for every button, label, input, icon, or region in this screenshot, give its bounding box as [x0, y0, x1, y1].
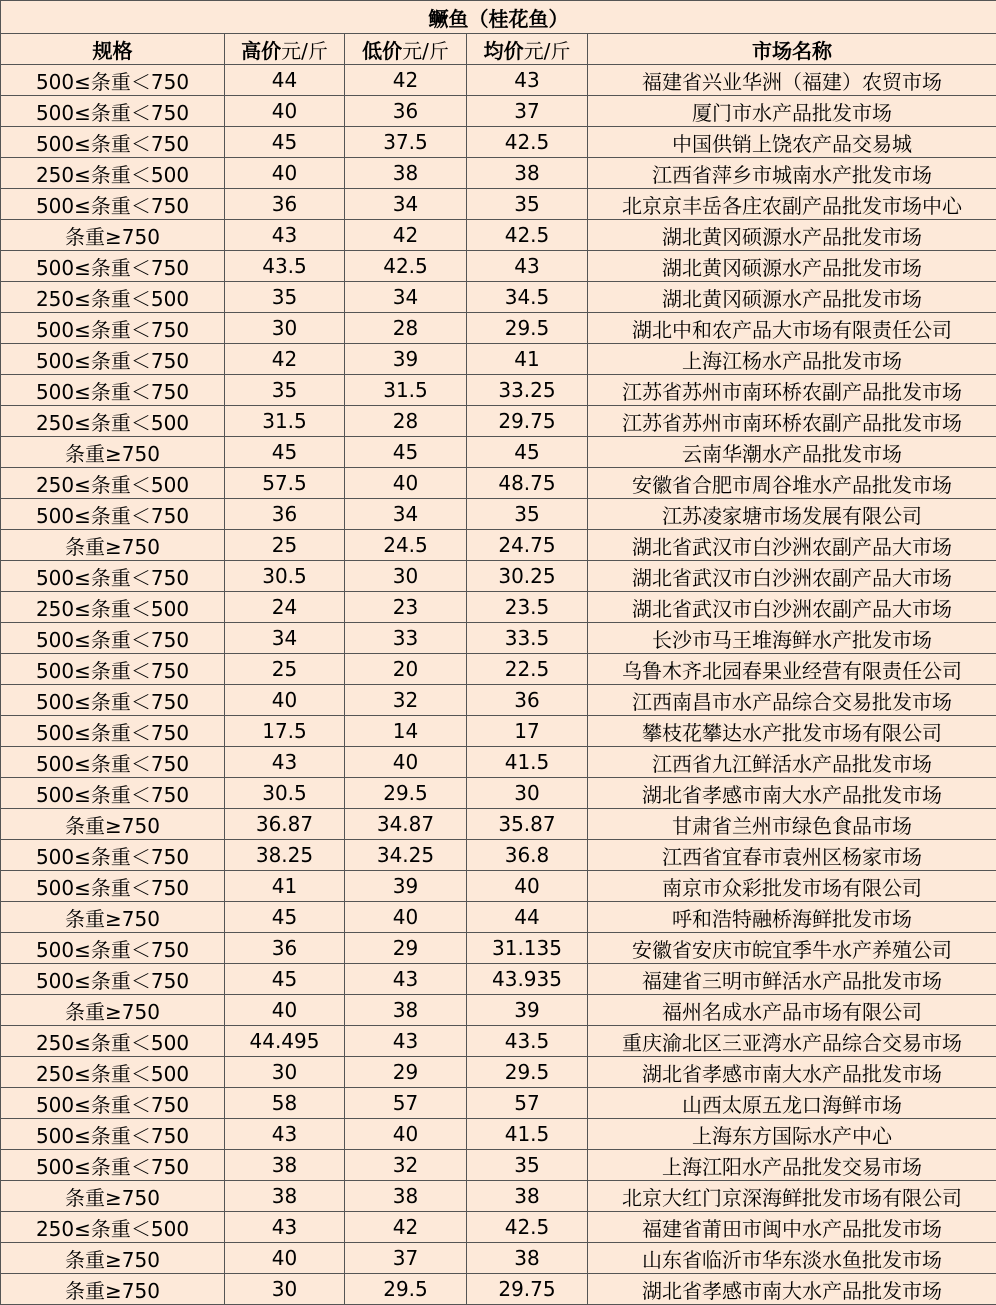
table-row	[1, 1026, 996, 1057]
market-name-cell: 甘肃省兰州市绿色食品市场	[588, 809, 996, 840]
table-row	[1, 995, 996, 1026]
low-price-cell: 39	[345, 871, 467, 902]
market-name-cell: 江苏省苏州市南环桥农副产品批发市场	[588, 375, 996, 406]
market-name-cell: 湖北省孝感市南大水产品批发市场	[588, 1057, 996, 1088]
avg-price-cell: 29.75	[467, 1274, 588, 1305]
market-name-cell: 中国供销上饶农产品交易城	[588, 127, 996, 158]
column-header-unit: 元/斤	[402, 39, 449, 63]
table-row	[1, 1088, 996, 1119]
avg-price-cell: 35	[467, 189, 588, 220]
low-price-cell: 31.5	[345, 375, 467, 406]
low-price-cell: 29.5	[345, 1274, 467, 1305]
low-price-cell: 39	[345, 344, 467, 375]
table-row	[1, 716, 996, 747]
low-price-cell: 34.87	[345, 809, 467, 840]
avg-price-cell: 43	[467, 251, 588, 282]
spec-cell: 250≤条重＜500	[1, 1026, 225, 1057]
avg-price-cell: 30	[467, 778, 588, 809]
high-price-cell: 43	[225, 747, 345, 778]
avg-price-cell: 44	[467, 902, 588, 933]
low-price-cell: 28	[345, 313, 467, 344]
avg-price-cell: 38	[467, 1243, 588, 1274]
column-header-label: 规格	[93, 39, 133, 63]
avg-price-cell: 35	[467, 1150, 588, 1181]
market-name-cell: 北京大红门京深海鲜批发市场有限公司	[588, 1181, 996, 1212]
table-row	[1, 437, 996, 468]
avg-price-cell: 33.5	[467, 623, 588, 654]
spec-cell: 250≤条重＜500	[1, 158, 225, 189]
avg-price-cell: 38	[467, 158, 588, 189]
spec-cell: 500≤条重＜750	[1, 747, 225, 778]
market-name-cell: 呼和浩特融桥海鲜批发市场	[588, 902, 996, 933]
spec-cell: 500≤条重＜750	[1, 251, 225, 282]
spec-cell: 250≤条重＜500	[1, 1212, 225, 1243]
spec-cell: 250≤条重＜500	[1, 592, 225, 623]
high-price-cell: 38	[225, 1181, 345, 1212]
high-price-cell: 36	[225, 499, 345, 530]
spec-cell: 500≤条重＜750	[1, 964, 225, 995]
high-price-cell: 36	[225, 933, 345, 964]
avg-price-cell: 42.5	[467, 127, 588, 158]
market-name-cell: 湖北省孝感市南大水产品批发市场	[588, 778, 996, 809]
low-price-cell: 57	[345, 1088, 467, 1119]
high-price-cell: 35	[225, 375, 345, 406]
spec-cell: 条重≥750	[1, 220, 225, 251]
avg-price-cell: 45	[467, 437, 588, 468]
high-price-cell: 30	[225, 1057, 345, 1088]
low-price-cell: 34	[345, 499, 467, 530]
column-header-spec	[1, 34, 225, 65]
spec-cell: 500≤条重＜750	[1, 1150, 225, 1181]
avg-price-cell: 17	[467, 716, 588, 747]
low-price-cell: 43	[345, 964, 467, 995]
market-name-cell: 湖北省武汉市白沙洲农副产品大市场	[588, 561, 996, 592]
high-price-cell: 45	[225, 964, 345, 995]
avg-price-cell: 37	[467, 96, 588, 127]
high-price-cell: 43	[225, 1119, 345, 1150]
column-header-label: 市场名称	[752, 39, 832, 63]
avg-price-cell: 40	[467, 871, 588, 902]
table-row	[1, 1212, 996, 1243]
spec-cell: 条重≥750	[1, 1274, 225, 1305]
high-price-cell: 58	[225, 1088, 345, 1119]
low-price-cell: 38	[345, 995, 467, 1026]
market-name-cell: 上海江阳水产品批发交易市场	[588, 1150, 996, 1181]
low-price-cell: 38	[345, 1181, 467, 1212]
low-price-cell: 42	[345, 65, 467, 96]
avg-price-cell: 42.5	[467, 1212, 588, 1243]
high-price-cell: 40	[225, 158, 345, 189]
table-row	[1, 468, 996, 499]
table-row	[1, 1119, 996, 1150]
low-price-cell: 37	[345, 1243, 467, 1274]
low-price-cell: 34	[345, 282, 467, 313]
avg-price-cell: 30.25	[467, 561, 588, 592]
table-row	[1, 282, 996, 313]
low-price-cell: 37.5	[345, 127, 467, 158]
high-price-cell: 36	[225, 189, 345, 220]
table-row	[1, 375, 996, 406]
market-name-cell: 江西省宜春市袁州区杨家市场	[588, 840, 996, 871]
avg-price-cell: 22.5	[467, 654, 588, 685]
avg-price-cell: 23.5	[467, 592, 588, 623]
low-price-cell: 28	[345, 406, 467, 437]
spec-cell: 条重≥750	[1, 530, 225, 561]
market-name-cell: 湖北省孝感市南大水产品批发市场	[588, 1274, 996, 1305]
market-name-cell: 长沙市马王堆海鲜水产批发市场	[588, 623, 996, 654]
avg-price-cell: 41.5	[467, 1119, 588, 1150]
spec-cell: 500≤条重＜750	[1, 65, 225, 96]
spec-cell: 500≤条重＜750	[1, 127, 225, 158]
market-name-cell: 北京京丰岳各庄农副产品批发市场中心	[588, 189, 996, 220]
high-price-cell: 24	[225, 592, 345, 623]
low-price-cell: 32	[345, 1150, 467, 1181]
market-name-cell: 山西太原五龙口海鲜市场	[588, 1088, 996, 1119]
low-price-cell: 30	[345, 561, 467, 592]
low-price-cell: 14	[345, 716, 467, 747]
spec-cell: 条重≥750	[1, 1243, 225, 1274]
high-price-cell: 41	[225, 871, 345, 902]
table-row	[1, 561, 996, 592]
column-header-label: 高价	[241, 39, 281, 63]
high-price-cell: 43	[225, 1212, 345, 1243]
avg-price-cell: 43	[467, 65, 588, 96]
market-name-cell: 福建省兴业华洲（福建）农贸市场	[588, 65, 996, 96]
spec-cell: 500≤条重＜750	[1, 685, 225, 716]
spec-cell: 250≤条重＜500	[1, 1057, 225, 1088]
low-price-cell: 42	[345, 1212, 467, 1243]
high-price-cell: 25	[225, 654, 345, 685]
avg-price-cell: 29.5	[467, 1057, 588, 1088]
low-price-cell: 29	[345, 933, 467, 964]
avg-price-cell: 24.75	[467, 530, 588, 561]
table-row	[1, 809, 996, 840]
low-price-cell: 40	[345, 747, 467, 778]
table-row	[1, 220, 996, 251]
table-body	[1, 65, 996, 1305]
spec-cell: 500≤条重＜750	[1, 623, 225, 654]
spec-cell: 500≤条重＜750	[1, 189, 225, 220]
low-price-cell: 23	[345, 592, 467, 623]
avg-price-cell: 31.135	[467, 933, 588, 964]
high-price-cell: 38	[225, 1150, 345, 1181]
table-row	[1, 1274, 996, 1305]
table-row	[1, 933, 996, 964]
spec-cell: 250≤条重＜500	[1, 406, 225, 437]
high-price-cell: 36.87	[225, 809, 345, 840]
market-name-cell: 福建省三明市鲜活水产品批发市场	[588, 964, 996, 995]
low-price-cell: 45	[345, 437, 467, 468]
market-name-cell: 攀枝花攀达水产批发市场有限公司	[588, 716, 996, 747]
table-row	[1, 251, 996, 282]
high-price-cell: 45	[225, 902, 345, 933]
high-price-cell: 35	[225, 282, 345, 313]
column-header-low-price	[345, 34, 467, 65]
low-price-cell: 33	[345, 623, 467, 654]
market-name-cell: 湖北黄冈硕源水产品批发市场	[588, 251, 996, 282]
high-price-cell: 38.25	[225, 840, 345, 871]
avg-price-cell: 43.935	[467, 964, 588, 995]
high-price-cell: 25	[225, 530, 345, 561]
low-price-cell: 43	[345, 1026, 467, 1057]
high-price-cell: 30	[225, 313, 345, 344]
avg-price-cell: 35.87	[467, 809, 588, 840]
low-price-cell: 42	[345, 220, 467, 251]
low-price-cell: 29	[345, 1057, 467, 1088]
spec-cell: 500≤条重＜750	[1, 344, 225, 375]
table-row	[1, 778, 996, 809]
column-header-market	[588, 34, 996, 65]
avg-price-cell: 42.5	[467, 220, 588, 251]
spec-cell: 500≤条重＜750	[1, 933, 225, 964]
avg-price-cell: 36	[467, 685, 588, 716]
table-row	[1, 65, 996, 96]
market-name-cell: 安徽省合肥市周谷堆水产品批发市场	[588, 468, 996, 499]
high-price-cell: 45	[225, 127, 345, 158]
table-row	[1, 313, 996, 344]
table-row	[1, 623, 996, 654]
table-row	[1, 1243, 996, 1274]
high-price-cell: 57.5	[225, 468, 345, 499]
table-row	[1, 406, 996, 437]
market-name-cell: 福建省莆田市闽中水产品批发市场	[588, 1212, 996, 1243]
market-name-cell: 湖北省武汉市白沙洲农副产品大市场	[588, 530, 996, 561]
high-price-cell: 44.495	[225, 1026, 345, 1057]
market-name-cell: 山东省临沂市华东淡水鱼批发市场	[588, 1243, 996, 1274]
avg-price-cell: 38	[467, 1181, 588, 1212]
high-price-cell: 43.5	[225, 251, 345, 282]
high-price-cell: 45	[225, 437, 345, 468]
market-name-cell: 乌鲁木齐北园春果业经营有限责任公司	[588, 654, 996, 685]
table-row	[1, 840, 996, 871]
avg-price-cell: 43.5	[467, 1026, 588, 1057]
spec-cell: 500≤条重＜750	[1, 840, 225, 871]
market-name-cell: 湖北黄冈硕源水产品批发市场	[588, 220, 996, 251]
table-row	[1, 1150, 996, 1181]
spec-cell: 500≤条重＜750	[1, 1119, 225, 1150]
low-price-cell: 29.5	[345, 778, 467, 809]
column-header-unit: 元/斤	[524, 39, 571, 63]
table-row	[1, 1181, 996, 1212]
market-name-cell: 江苏凌家塘市场发展有限公司	[588, 499, 996, 530]
column-header-label: 低价	[362, 39, 402, 63]
high-price-cell: 31.5	[225, 406, 345, 437]
avg-price-cell: 41	[467, 344, 588, 375]
market-name-cell: 厦门市水产品批发市场	[588, 96, 996, 127]
column-header-avg-price	[467, 34, 588, 65]
table-title: 鳜鱼（桂花鱼）	[1, 1, 996, 34]
table-row	[1, 189, 996, 220]
market-name-cell: 安徽省安庆市皖宜季牛水产养殖公司	[588, 933, 996, 964]
market-name-cell: 重庆渝北区三亚湾水产品综合交易市场	[588, 1026, 996, 1057]
column-header-high-price	[225, 34, 345, 65]
high-price-cell: 30.5	[225, 778, 345, 809]
table-row	[1, 344, 996, 375]
high-price-cell: 44	[225, 65, 345, 96]
low-price-cell: 40	[345, 468, 467, 499]
low-price-cell: 32	[345, 685, 467, 716]
avg-price-cell: 48.75	[467, 468, 588, 499]
table-row	[1, 127, 996, 158]
market-name-cell: 湖北中和农产品大市场有限责任公司	[588, 313, 996, 344]
high-price-cell: 30.5	[225, 561, 345, 592]
spec-cell: 500≤条重＜750	[1, 313, 225, 344]
spec-cell: 500≤条重＜750	[1, 375, 225, 406]
high-price-cell: 17.5	[225, 716, 345, 747]
low-price-cell: 20	[345, 654, 467, 685]
low-price-cell: 34.25	[345, 840, 467, 871]
avg-price-cell: 29.75	[467, 406, 588, 437]
column-header-unit: 元/斤	[281, 39, 328, 63]
table-row	[1, 902, 996, 933]
table-row	[1, 1057, 996, 1088]
avg-price-cell: 35	[467, 499, 588, 530]
market-name-cell: 福州名成水产品市场有限公司	[588, 995, 996, 1026]
table-row	[1, 871, 996, 902]
spec-cell: 条重≥750	[1, 809, 225, 840]
market-name-cell: 江西省萍乡市城南水产批发市场	[588, 158, 996, 189]
high-price-cell: 40	[225, 995, 345, 1026]
column-header-label: 均价	[484, 39, 524, 63]
spec-cell: 500≤条重＜750	[1, 654, 225, 685]
table-row	[1, 499, 996, 530]
table-row	[1, 964, 996, 995]
avg-price-cell: 34.5	[467, 282, 588, 313]
high-price-cell: 42	[225, 344, 345, 375]
spec-cell: 500≤条重＜750	[1, 96, 225, 127]
spec-cell: 500≤条重＜750	[1, 1088, 225, 1119]
market-name-cell: 江西南昌市水产品综合交易批发市场	[588, 685, 996, 716]
high-price-cell: 30	[225, 1274, 345, 1305]
low-price-cell: 34	[345, 189, 467, 220]
avg-price-cell: 33.25	[467, 375, 588, 406]
market-name-cell: 上海东方国际水产中心	[588, 1119, 996, 1150]
low-price-cell: 24.5	[345, 530, 467, 561]
spec-cell: 条重≥750	[1, 437, 225, 468]
spec-cell: 500≤条重＜750	[1, 716, 225, 747]
table-row	[1, 592, 996, 623]
high-price-cell: 43	[225, 220, 345, 251]
spec-cell: 500≤条重＜750	[1, 871, 225, 902]
market-name-cell: 江苏省苏州市南环桥农副产品批发市场	[588, 406, 996, 437]
spec-cell: 500≤条重＜750	[1, 778, 225, 809]
low-price-cell: 40	[345, 902, 467, 933]
high-price-cell: 40	[225, 96, 345, 127]
low-price-cell: 42.5	[345, 251, 467, 282]
table-row	[1, 685, 996, 716]
spec-cell: 条重≥750	[1, 1181, 225, 1212]
market-name-cell: 湖北省武汉市白沙洲农副产品大市场	[588, 592, 996, 623]
table-row	[1, 96, 996, 127]
spec-cell: 250≤条重＜500	[1, 468, 225, 499]
high-price-cell: 40	[225, 1243, 345, 1274]
low-price-cell: 38	[345, 158, 467, 189]
avg-price-cell: 39	[467, 995, 588, 1026]
table-row	[1, 530, 996, 561]
spec-cell: 250≤条重＜500	[1, 282, 225, 313]
market-name-cell: 南京市众彩批发市场有限公司	[588, 871, 996, 902]
market-name-cell: 湖北黄冈硕源水产品批发市场	[588, 282, 996, 313]
table-row	[1, 747, 996, 778]
low-price-cell: 40	[345, 1119, 467, 1150]
market-name-cell: 江西省九江鲜活水产品批发市场	[588, 747, 996, 778]
avg-price-cell: 29.5	[467, 313, 588, 344]
avg-price-cell: 41.5	[467, 747, 588, 778]
table-row	[1, 158, 996, 189]
high-price-cell: 34	[225, 623, 345, 654]
avg-price-cell: 57	[467, 1088, 588, 1119]
spec-cell: 条重≥750	[1, 902, 225, 933]
market-name-cell: 上海江杨水产品批发市场	[588, 344, 996, 375]
header-row	[1, 34, 996, 65]
high-price-cell: 40	[225, 685, 345, 716]
spec-cell: 500≤条重＜750	[1, 561, 225, 592]
market-name-cell: 云南华潮水产品批发市场	[588, 437, 996, 468]
avg-price-cell: 36.8	[467, 840, 588, 871]
table-row	[1, 654, 996, 685]
spec-cell: 条重≥750	[1, 995, 225, 1026]
spec-cell: 500≤条重＜750	[1, 499, 225, 530]
low-price-cell: 36	[345, 96, 467, 127]
title-row	[1, 1, 996, 34]
